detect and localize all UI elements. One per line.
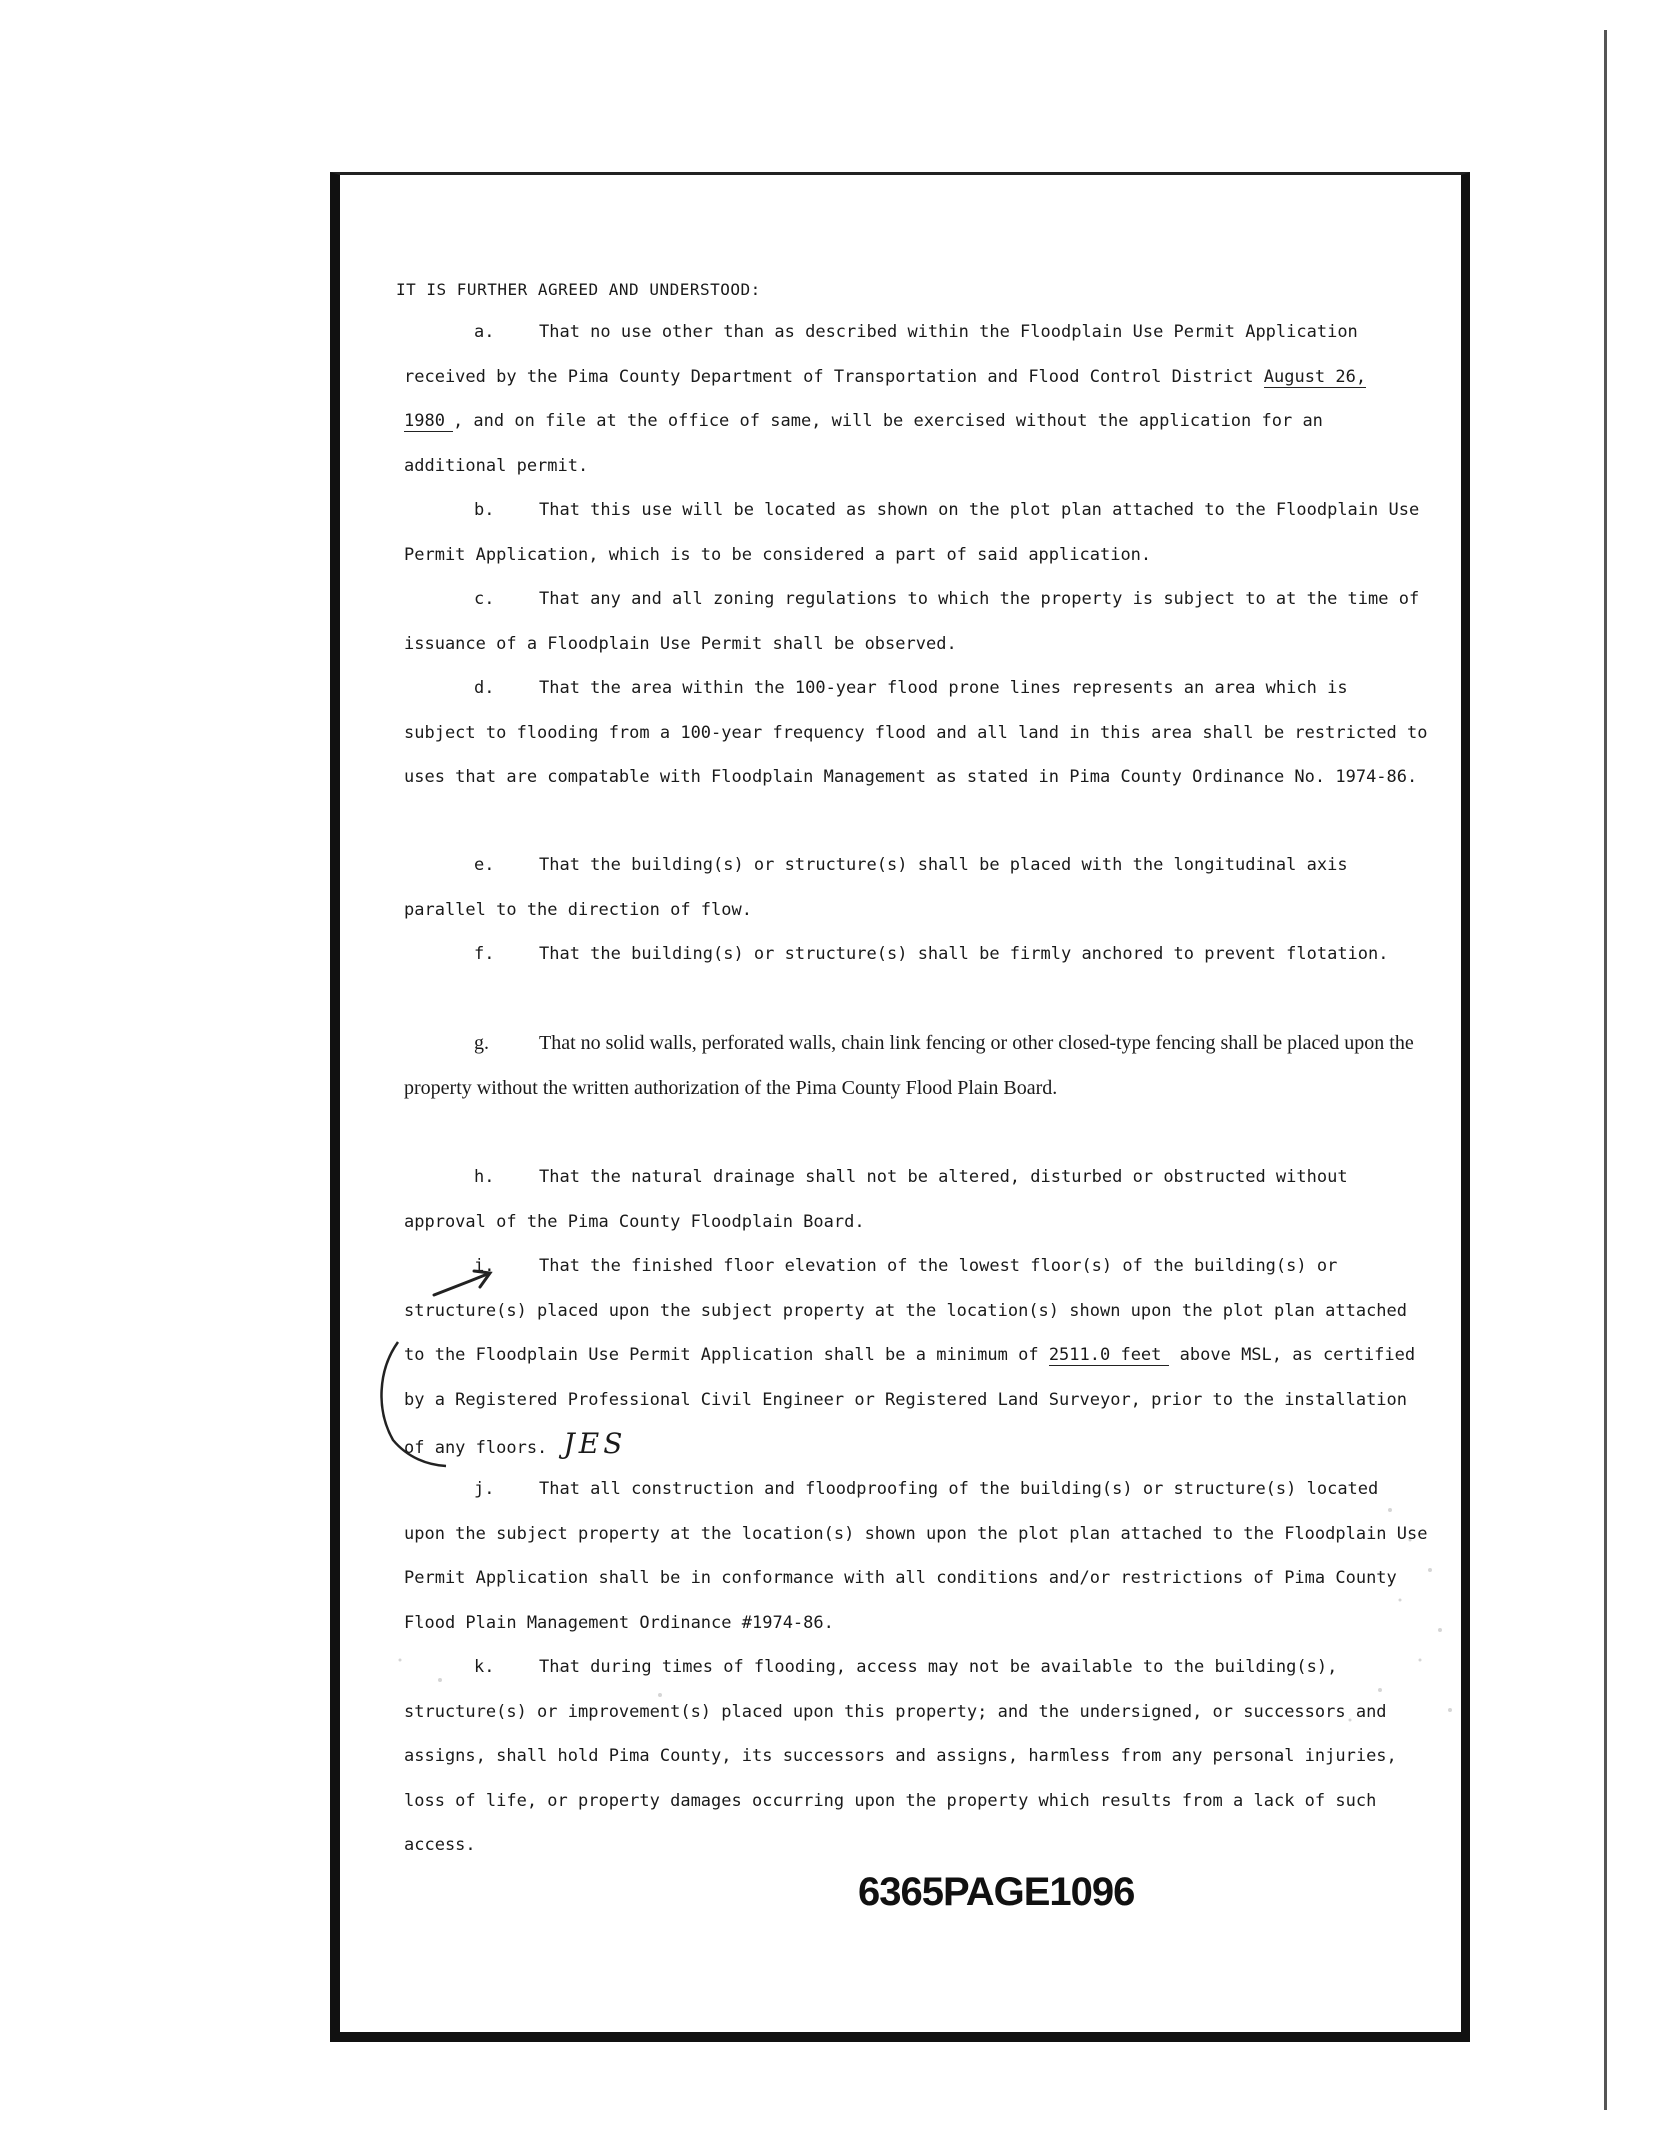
paragraph-f — [404, 932, 1429, 977]
paragraph-letter: a. — [474, 322, 495, 342]
paragraph-e — [404, 843, 1429, 932]
paragraph-b — [404, 488, 1429, 577]
paragraph-text: That during times of flooding, access may not be available to the building(s), structure(s) or improvement(s) placed upon this property; and the undersigned, or successors and assigns, shall hold Pima County, its successors and assigns, harmless from any personal injuries, loss of life, or property damages occurring upon the property which results from a lack of such access. — [404, 1657, 1397, 1855]
paragraph-text: That the natural drainage shall not be altered, disturbed or obstructed without approval of the Pima County Floodplain Board. — [404, 1167, 1348, 1232]
paragraph-text: , and on file at the office of same, will be exercised without the application for an additional permit. — [404, 411, 1323, 476]
handwritten-arrow-icon — [430, 1265, 500, 1305]
paragraph-text: That this use will be located as shown on the plot plan attached to the Floodplain Use Permit Application, which is to be considered a part of said application. — [404, 500, 1420, 565]
paragraph-letter: d. — [474, 678, 495, 698]
paragraph-h — [404, 1155, 1429, 1244]
paragraph-letter: g. — [474, 1032, 489, 1054]
application-date-field: August 26, 1980 — [404, 366, 1367, 431]
paragraph-text: That no solid walls, perforated walls, chain link fencing or other closed-type fencing shall be placed upon the property without the written authorization of the Pima County Flood Plain Board. — [404, 1032, 1414, 1099]
paragraph-text: That any and all zoning regulations to which the property is subject to at the time of issuance of a Floodplain Use Permit shall be observed. — [404, 589, 1420, 654]
paragraph-d — [404, 666, 1429, 800]
paragraph-text: That the building(s) or structure(s) shall be firmly anchored to prevent flotation. — [539, 944, 1389, 964]
handwritten-initials: JES — [563, 1427, 627, 1460]
document-heading: IT IS FURTHER AGREED AND UNDERSTOOD: — [396, 280, 761, 299]
paragraph-text: That all construction and floodproofing of the building(s) or structure(s) located upon the subject property at the location(s) shown upon the plot plan attached to the Floodplain Use Permit Application shall be in conformance with all conditions and/or restrictions of Pima County Flood Plain Management Ordinance #1974-86. — [404, 1479, 1428, 1633]
paragraph-letter: e. — [474, 855, 495, 875]
paragraph-c — [404, 577, 1429, 666]
paragraph-letter: h. — [474, 1167, 495, 1187]
paragraph-i — [404, 1244, 1429, 1471]
paragraph-text: above MSL, as certified by a Registered Professional Civil Engineer or Registered Land Surveyor, prior to the installation of any floors. — [404, 1345, 1416, 1458]
scan-speckle-noise — [360, 1480, 1460, 1740]
floor-elevation-field: 2511.0 feet — [1049, 1345, 1170, 1366]
paragraph-text: That the building(s) or structure(s) shall be placed with the longitudinal axis parallel to the direction of flow. — [404, 855, 1348, 920]
paragraph-letter: i. — [474, 1256, 495, 1276]
paragraph-g — [404, 1021, 1429, 1110]
handwritten-bracket-icon — [368, 1340, 448, 1470]
paragraph-letter: k. — [474, 1657, 495, 1677]
paragraph-letter: b. — [474, 500, 495, 520]
paragraph-a — [404, 310, 1429, 488]
paragraph-text: That the area within the 100-year flood prone lines represents an area which is subject to flooding from a 100-year frequency flood and all land in this area shall be restricted to uses that are compatable with Floodplain Management as stated in Pima County Ordinance No. 1974-86. — [404, 678, 1428, 787]
scan-edge-rule — [1604, 30, 1607, 2110]
book-page-stamp: 6365PAGE1096 — [858, 1870, 1135, 1914]
paragraph-letter: f. — [474, 944, 495, 964]
paragraph-letter: j. — [474, 1479, 495, 1499]
paragraph-text: That the finished floor elevation of the lowest floor(s) of the building(s) or structure(s) placed upon the subject property at the location(s) shown upon the plot plan attached to the Floodplain Use Permit Application shall be a minimum of — [404, 1256, 1408, 1365]
paragraph-letter: c. — [474, 589, 495, 609]
paragraph-text: That no use other than as described within the Floodplain Use Permit Application received by the Pima County Department of Transportation and Flood Control District — [404, 322, 1358, 387]
